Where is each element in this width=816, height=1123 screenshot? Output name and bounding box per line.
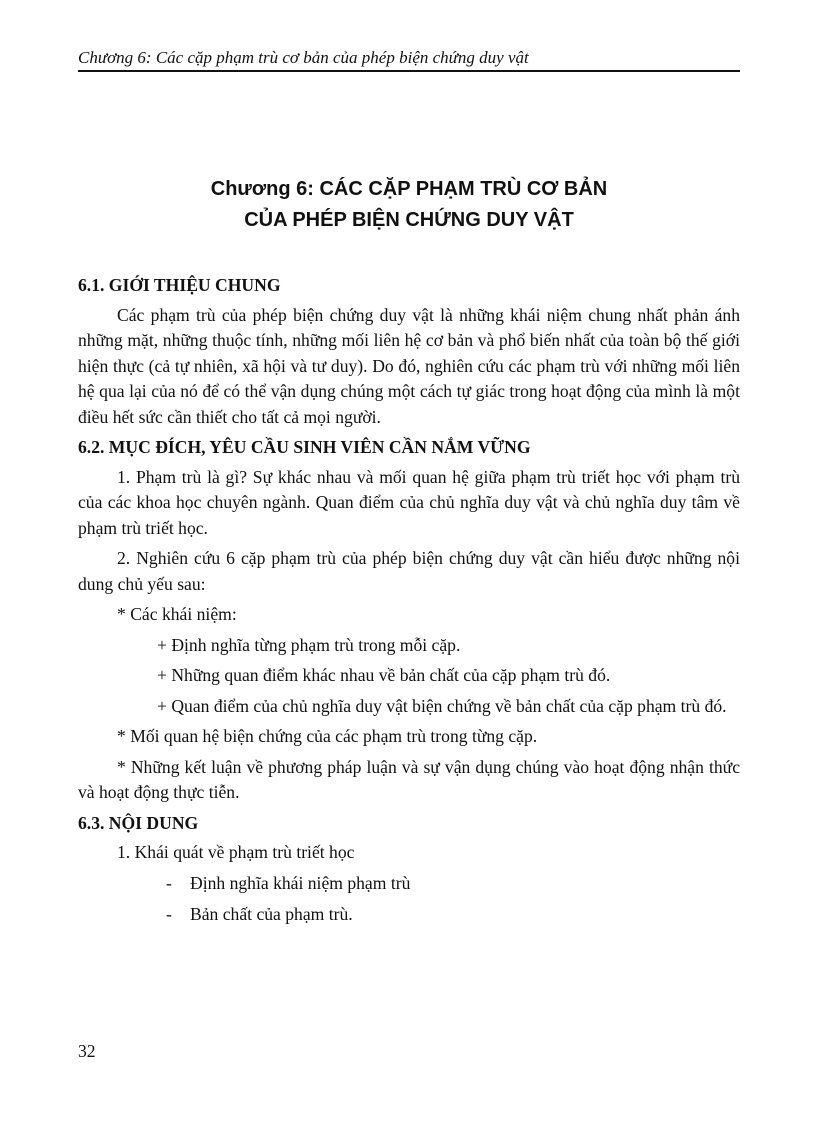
dash-bullet: - [166,904,172,924]
content-item-1: 1. Khái quát về phạm trù triết học [117,842,355,862]
section-heading-6-1: 6.1. GIỚI THIỆU CHUNG [78,275,281,295]
chapter-title-line-2: CỦA PHÉP BIỆN CHỨNG DUY VẬT [244,209,574,231]
conclusion-item: * Những kết luận về phương pháp luận và sự vận dụng chúng vào hoạt động nhận thức và hoạt động thực tiễn. [78,756,740,802]
chapter-title-line-1: Chương 6: CÁC CẶP PHẠM TRÙ CƠ BẢN [210,178,608,200]
intro-paragraph: Các phạm trù của phép biện chứng duy vật là những khái niệm chung nhất phản ánh những mặt, những thuộc tính, những mối liên hệ cơ bản và phổ biến nhất của toàn bộ thế giới hiện thực (cả tự nhiên, xã hội và tư duy). Do đó, nghiên cứu các phạm trù với những mối liên hệ qua lại của nó để có thể vận dụng chúng một cách tự giác trong hoạt động của mình là một điều hết sức cần thiết cho tất cả mọi người. [78,304,740,427]
page-content [78,273,740,934]
concept-sub-item-3: + Quan điểm của chủ nghĩa duy vật biện chứng về bản chất của cặp phạm trù đó. [157,695,727,716]
dash-item-text-2: Bản chất của phạm trù. [190,904,353,924]
page-number: 32 [78,1041,96,1061]
dash-item-text-1: Định nghĩa khái niệm phạm trù [190,872,411,893]
objective-item-2: 2. Nghiên cứu 6 cặp phạm trù của phép biện chứng duy vật cần hiểu được những nội dung chủ yếu sau: [78,548,740,594]
concepts-label: * Các khái niệm: [117,604,237,624]
dash-list-item [78,871,740,897]
objective-item-1: 1. Phạm trù là gì? Sự khác nhau và mối quan hệ giữa phạm trù triết học với phạm trù của các khoa học chuyên ngành. Quan điểm của chủ nghĩa duy vật và chủ nghĩa duy tâm về phạm trù triết học. [78,466,740,538]
dash-bullet: - [166,872,172,893]
running-header: Chương 6: Các cặp phạm trù cơ bản của phép biện chứng duy vật [78,48,740,72]
concept-sub-item-1: + Định nghĩa từng phạm trù trong mỗi cặp. [157,634,461,655]
dash-list-item [78,902,740,928]
section-heading-6-2: 6.2. MỤC ĐÍCH, YÊU CẦU SINH VIÊN CẦN NẮM VỮNG [78,437,531,457]
section-heading-6-3: 6.3. NỘI DUNG [78,812,199,833]
concept-sub-item-2: + Những quan điểm khác nhau về bản chất của cặp phạm trù đó. [157,665,611,685]
chapter-title [78,174,740,236]
relation-item: * Mối quan hệ biện chứng của các phạm trù trong từng cặp. [117,726,538,746]
